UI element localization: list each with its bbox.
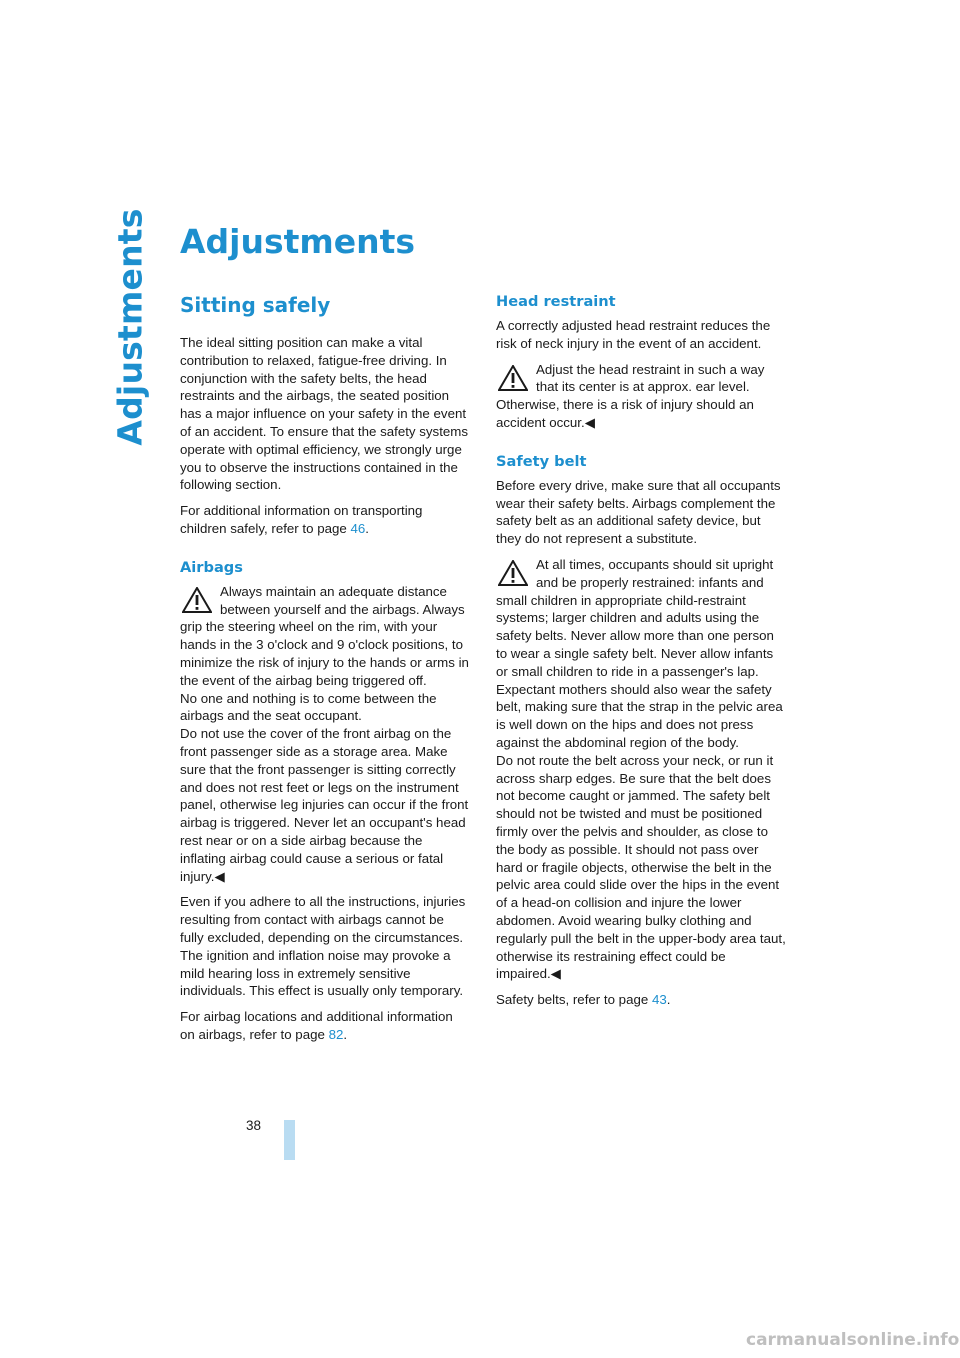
- warning-text: At all times, occupants should sit upright and be properly restrained: infants and small children in appropriate child-restraint systems; larger children and adults using the safety belts. Never allow more than one person to wear a single safety belt. Never allow infants or small children to ride in a passenger's lap. Expectant mothers should also wear the safety belt, making sure that the strap in the pelvic area is well down on the hips and does not press against the abdominal region of the body.: [496, 556, 783, 750]
- warning-text: Do not use the cover of the front airbag on the front passenger side as a storage area. Make sure that the front passenger is sitting correctly and does not rest feet or legs on the instrument panel, otherwise leg injuries can occur if the front airbag is triggered. Never let an occupant's head rest near or on a side airbag because the inflating airbag could cause a serious or fatal injury.◀: [180, 726, 469, 884]
- paragraph: Even if you adhere to all the instructions, injuries resulting from contact with airbags cannot be fully excluded, depending on the circumstances. The ignition and inflation noise may provoke a mild hearing loss in extremely sensitive individuals. This effect is usually only temporary.: [180, 894, 466, 999]
- paragraph: [180, 1008, 470, 1044]
- warning-block-safety-belt: [496, 556, 786, 983]
- paragraph: A correctly adjusted head restraint reduces the risk of neck injury in the event of an accident.: [496, 318, 771, 351]
- warning-block-head-restraint: [496, 361, 786, 432]
- warning-text: Adjust the head restraint in such a way that its center is at approx. ear level. Otherwise, there is a risk of injury should an accident occur.◀: [496, 361, 765, 430]
- warning-triangle-icon: [182, 587, 212, 613]
- paragraph-text: For airbag locations and additional information on airbags, refer to page: [180, 1009, 453, 1042]
- warning-text: Do not route the belt across your neck, or run it across sharp edges. Be sure that the belt does not become caught or jammed. The safety belt should not be twisted and must be positioned firmly over the pelvis and shoulder, as close to the body as possible. It should not pass over hard or fragile objects, otherwise the belt in the pelvic area could slide over the hips in the event of a head-on collision and injure the lower abdomen. Avoid wearing bulky clothing and regularly pull the belt in the upper-body area taut, otherwise its restraining effect could be impaired.◀: [496, 752, 786, 982]
- warning-triangle-icon: [498, 560, 528, 586]
- paragraph: [180, 502, 470, 538]
- watermark: carmanualsonline.info: [746, 1330, 960, 1350]
- paragraph-text: .: [365, 520, 369, 536]
- paragraph: Before every drive, make sure that all occupants wear their safety belts. Airbags complement the safety belt as an additional safety device, but they do not represent a substitute.: [496, 477, 781, 547]
- side-section-tab-label: Adjustments: [110, 208, 150, 446]
- subheading-head-restraint: Head restraint: [496, 293, 616, 310]
- page-number: 38: [246, 1118, 262, 1133]
- left-column: [180, 292, 470, 1052]
- page-title: Adjustments: [180, 222, 416, 261]
- warning-triangle-icon: [498, 365, 528, 391]
- subheading-safety-belt: Safety belt: [496, 452, 587, 470]
- paragraph-text: .: [666, 992, 671, 1008]
- paragraph: [496, 991, 786, 1009]
- side-section-tab: [100, 208, 160, 446]
- paragraph-text: .: [343, 1026, 348, 1042]
- paragraph-text: Safety belts, refer to page: [496, 992, 652, 1008]
- warning-text: Always maintain an adequate distance between yourself and the airbags. Always grip the steering wheel on the rim, with your hands in the 3 o'clock and 9 o'clock positions, to minimize the risk of injury to the hands or arms in the event of the airbag being triggered off.: [180, 583, 469, 688]
- warning-text: No one and nothing is to come between the airbags and the seat occupant.: [180, 690, 437, 724]
- page-link-82[interactable]: 82: [328, 1026, 344, 1042]
- section-heading-sitting-safely: Sitting safely: [180, 293, 331, 317]
- page-link-43[interactable]: 43: [651, 992, 667, 1008]
- subheading-airbags: Airbags: [180, 558, 243, 576]
- paragraph-text: For additional information on transporting children safely, refer to page: [180, 503, 423, 536]
- page-marker-bar: [284, 1120, 295, 1160]
- page-link-46[interactable]: 46: [350, 520, 366, 536]
- right-column: [496, 292, 786, 1017]
- warning-block-airbags: [180, 583, 470, 886]
- paragraph: The ideal sitting position can make a vital contribution to relaxed, fatigue-free driving. In conjunction with the safety belts, the head restraints and the airbags, the seated position has a major influence on your safety in the event of an accident. To ensure that the safety systems operate with optimal efficiency, we strongly urge you to observe the instructions contained in the following section.: [180, 335, 469, 493]
